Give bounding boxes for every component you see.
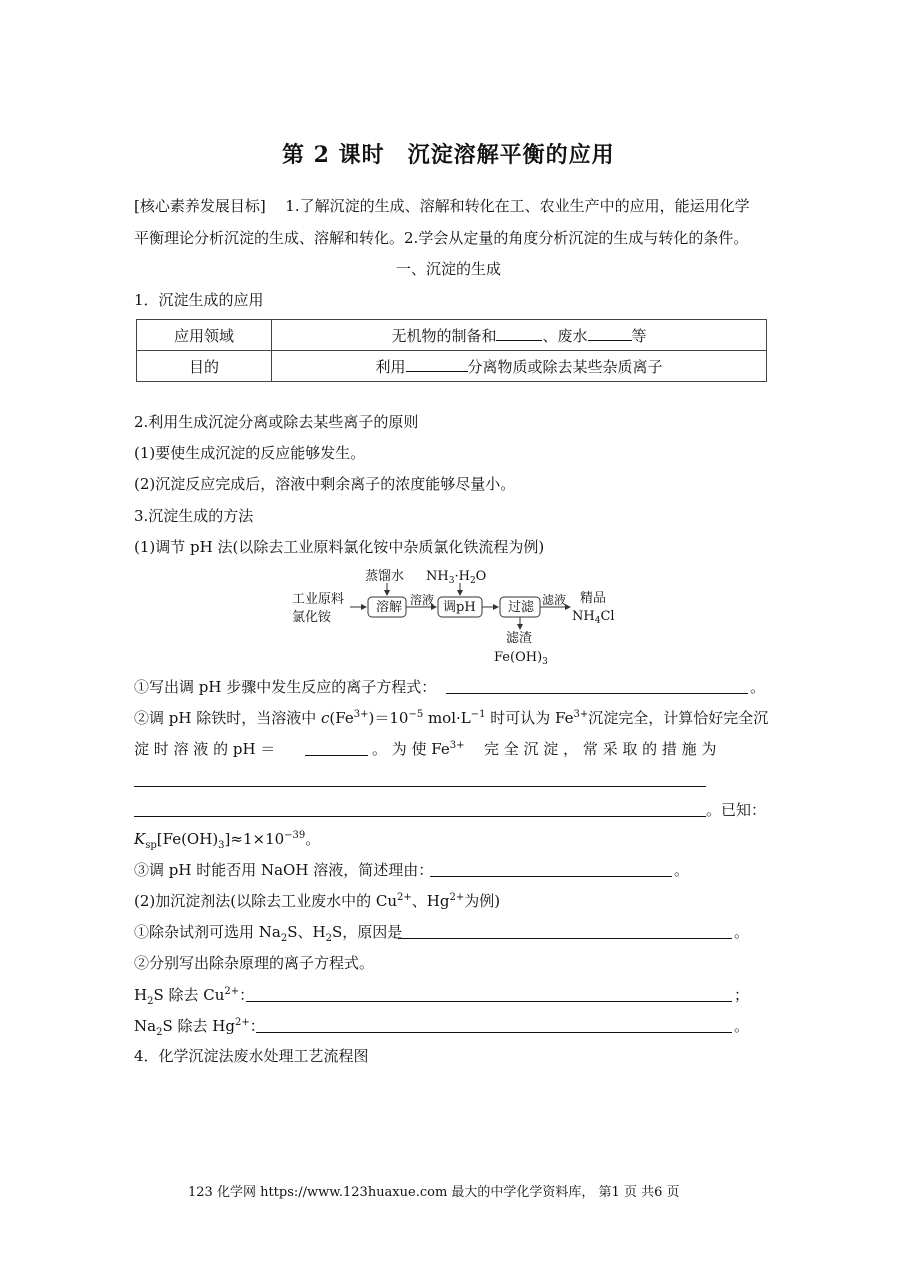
flow-reagent-label: $NH_3\cdot H_2O$: [426, 569, 487, 586]
page-footer: 123 化学网 https://www.123huaxue.com 最大的中学化学资料库， 第1 页 共6 页: [188, 1185, 680, 1200]
flow-product-label: 精品: [580, 591, 607, 606]
table-row: [137, 320, 767, 351]
answer-line[interactable]: [305, 755, 368, 756]
question-2-line-2c: 完 全 沉 淀 ， 常 采 取 的 措 施 为: [484, 740, 717, 758]
question-1: ①写出调 pH 步骤中发生反应的离子方程式：: [134, 678, 437, 696]
application-table: [136, 319, 767, 382]
answer-blank[interactable]: [406, 356, 468, 372]
subheading-3: 3.沉淀生成的方法: [134, 507, 254, 525]
question-3: ③调 pH 时能否用 NaOH 溶液，简述理由：: [134, 861, 434, 879]
flow-step-label: 调pH: [443, 600, 476, 615]
section-heading: 一、沉淀的生成: [396, 260, 502, 278]
question-4: ①除杂试剂可选用 $Na_2S$、$H_2S$，原因是: [134, 923, 403, 944]
cell-text: 利用: [375, 357, 406, 376]
answer-blank[interactable]: [588, 325, 632, 341]
goals-label: [核心素养发展目标]: [134, 197, 266, 215]
page-title: 第 2 课时 沉淀溶解平衡的应用: [282, 142, 615, 168]
table-row: [137, 351, 767, 382]
flow-arrow-label: 溶液: [410, 593, 435, 607]
question-2-line-1: ②调 pH 除铁时，当溶液中 $c(Fe^{3+})=10^{-5}$ $mol\cdot L^{-1}$ 时可认为 $Fe^{3+}$沉淀完全，计算恰好完全沉: [134, 709, 769, 727]
goals-line-2: 平衡理论分析沉淀的生成、溶解和转化。2.学会从定量的角度分析沉淀的生成与转化的条件。: [134, 229, 749, 247]
table-cell-head: 目的: [137, 351, 272, 382]
table-cell: [272, 351, 767, 382]
answer-line[interactable]: [446, 693, 748, 694]
flow-residue-label: 滤渣: [506, 631, 533, 646]
flow-residue-label: $Fe(OH)_3$: [494, 650, 548, 667]
answer-blank[interactable]: [496, 325, 542, 341]
question-2-line-2a: 淀 时 溶 液 的 pH ＝: [134, 740, 276, 758]
cell-text: 分离物质或除去某些杂质离子: [467, 357, 663, 376]
paragraph: (1)调节 pH 法(以除去工业原料氯化铵中杂质氯化铁流程为例): [134, 538, 545, 556]
ksp-expression: $K_{sp}[Fe(OH)_3]\approx 1\times 10^{-39}$。: [134, 830, 321, 851]
table-cell-head: 应用领域: [137, 320, 272, 351]
punctuation: 。: [750, 678, 766, 696]
answer-line[interactable]: [134, 816, 706, 817]
answer-line[interactable]: [134, 786, 706, 787]
punctuation: 。: [734, 1017, 750, 1035]
question-2-line-2b: 。 为 使 $Fe^{3+}$: [372, 740, 465, 758]
flow-product-label: $NH_4Cl$: [572, 609, 615, 626]
flow-reagent-label: 蒸馏水: [365, 569, 405, 584]
cell-text: 无机物的制备和: [391, 326, 497, 345]
paragraph: (1)要使生成沉淀的反应能够发生。: [134, 444, 366, 462]
cell-text: 、废水: [542, 326, 588, 345]
answer-line[interactable]: [430, 876, 672, 877]
subheading-1: 1．沉淀生成的应用: [134, 291, 264, 309]
goals-text-1: 1.了解沉淀的生成、溶解和转化在工、农业生产中的应用，能运用化学: [285, 197, 750, 215]
subheading-2: 2.利用生成沉淀分离或除去某些离子的原则: [134, 413, 419, 431]
cell-text: 等: [631, 326, 647, 345]
table-cell: [272, 320, 767, 351]
paragraph: (2)沉淀反应完成后，溶液中剩余离子的浓度能够尽量小。: [134, 475, 516, 493]
paragraph: (2)加沉淀剂法(以除去工业废水中的 $Cu^{2+}$、$Hg^{2+}$为例): [134, 892, 501, 910]
known-label: 。已知：: [706, 801, 767, 819]
process-flow-diagram: [280, 564, 630, 670]
flow-arrow-label: 滤液: [542, 593, 567, 607]
question-7: $Na_2S$ 除去 $Hg^{2+}$：: [134, 1017, 265, 1038]
punctuation: 。: [674, 861, 690, 879]
punctuation: ；: [734, 986, 750, 1004]
goals-line-1: [134, 196, 750, 216]
flow-step-label: 过滤: [508, 600, 535, 615]
answer-line[interactable]: [246, 1001, 732, 1002]
flow-step-label: 溶解: [376, 600, 403, 615]
punctuation: 。: [734, 923, 750, 941]
flow-input-label: 氯化铵: [292, 610, 332, 625]
answer-line[interactable]: [256, 1032, 732, 1033]
answer-line[interactable]: [398, 938, 732, 939]
subheading-4: 4．化学沉淀法废水处理工艺流程图: [134, 1047, 369, 1065]
question-6: $H_2S$ 除去 $Cu^{2+}$：: [134, 986, 255, 1007]
flow-input-label: 工业原料: [292, 592, 345, 607]
question-5: ②分别写出除杂原理的离子方程式。: [134, 954, 375, 972]
